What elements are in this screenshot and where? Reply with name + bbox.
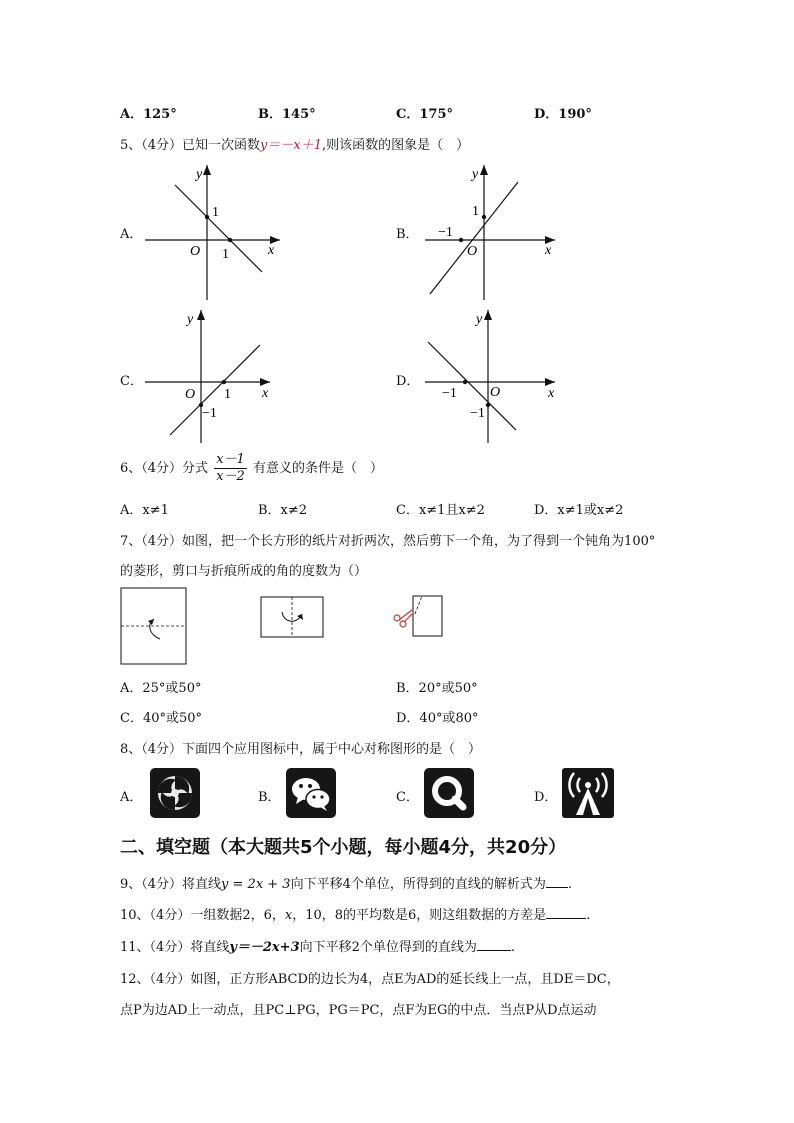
graph-a-y-label: y xyxy=(196,167,203,182)
graph-d-origin: O xyxy=(490,385,501,400)
graph-b xyxy=(420,160,570,305)
graph-b-x-intercept: −1 xyxy=(438,225,453,240)
q12-stem-line1: 12、（4分）如图，正方形ABCD的边长为4，点E为AD的延长线上一点，且DE＝DC， xyxy=(120,972,620,987)
graph-d-x-intercept: −1 xyxy=(442,386,457,401)
graph-c-x-label: x xyxy=(262,386,269,401)
q9-stem: 9、（4分）将直线y = 2x + 3向下平移4个单位，所得到的直线的解析式为 . xyxy=(120,877,573,892)
q6-option-a: A．x≠1 xyxy=(120,503,169,518)
q11-formula: y＝－2x+3 xyxy=(229,940,300,955)
q6-stem: 6、（4分）分式 $\frac{x-1}{x-2}$ 有意义的条件是（ ） xyxy=(120,452,383,484)
q4-option-a: A．125° xyxy=(120,107,177,122)
graph-a-y-intercept: 1 xyxy=(212,205,219,220)
q7-stem-line1: 7、（4分）如图，把一个长方形的纸片对折两次，然后剪下一个角，为了得到一个钝角为100° xyxy=(120,534,656,549)
q4-option-b: B．145° xyxy=(258,107,316,122)
search-app-icon xyxy=(424,768,474,818)
q9-formula: y = 2x + 3 xyxy=(221,877,291,892)
q4-option-c: C．175° xyxy=(396,107,453,122)
q8-label-a: A． xyxy=(120,790,143,805)
q5-label-a: A． xyxy=(120,227,143,242)
q10-answer-blank[interactable] xyxy=(546,906,586,919)
fold-figure-3 xyxy=(392,592,446,640)
scissors-icon xyxy=(394,610,412,627)
q8-label-d: D． xyxy=(534,790,558,805)
graph-d-y-label: y xyxy=(476,312,483,327)
q11-stem: 11、（4分）将直线y＝－2x+3向下平移2个单位得到的直线为 . xyxy=(120,940,516,955)
swirl-app-icon xyxy=(150,768,200,818)
fold-figure-1 xyxy=(120,587,190,667)
q7-option-a: A．25°或50° xyxy=(120,681,202,696)
q6-option-b: B．x≠2 xyxy=(258,503,308,518)
graph-c-y-intercept: −1 xyxy=(202,406,217,421)
q11-answer-blank[interactable] xyxy=(477,938,511,951)
graph-d-y-intercept: −1 xyxy=(470,406,485,421)
section2-title: 二、填空题（本大题共5个小题，每小题4分，共20分） xyxy=(120,837,567,858)
q7-stem-line2: 的菱形，剪口与折痕所成的角的度数为（） xyxy=(120,564,368,579)
graph-a-x-label: x xyxy=(268,243,275,258)
q8-stem: 8、（4分）下面四个应用图标中，属于中心对称图形的是（ ） xyxy=(120,742,482,757)
q6-fraction: $\frac{x-1}{x-2}$ xyxy=(216,452,245,484)
graph-d xyxy=(420,305,570,450)
q12-stem-line2: 点P为边AD上一动点，且PC⊥PG，PG＝PC，点F为EG的中点．当点P从D点运动 xyxy=(120,1003,597,1018)
q5-label-d: D． xyxy=(396,374,420,389)
q6-option-d: D．x≠1或x≠2 xyxy=(534,503,624,518)
q5-label-c: C． xyxy=(120,374,143,389)
graph-b-origin: O xyxy=(467,244,478,259)
q7-option-c: C．40°或50° xyxy=(120,711,203,726)
graph-b-x-label: x xyxy=(545,243,552,258)
graph-c-x-intercept: 1 xyxy=(224,387,231,402)
graph-d-x-label: x xyxy=(548,386,555,401)
q7-option-b: B．20°或50° xyxy=(396,681,478,696)
q10-stem: 10、（4分）一组数据2，6，x，10，8的平均数是6，则这组数据的方差是 . xyxy=(120,908,591,923)
q9-answer-blank[interactable] xyxy=(546,875,568,888)
graph-c-origin: O xyxy=(185,387,196,402)
graph-a-origin: O xyxy=(190,244,201,259)
q4-option-d: D．190° xyxy=(534,107,592,122)
fold-figure-2 xyxy=(260,596,326,640)
q5-stem: 5、（4分）已知一次函数y＝－x＋1,则该函数的图象是（ ） xyxy=(120,138,470,153)
graph-c-y-label: y xyxy=(187,312,194,327)
q5-label-b: B． xyxy=(396,227,419,242)
signal-tower-icon xyxy=(562,768,614,818)
graph-a-x-intercept: 1 xyxy=(222,247,229,262)
q10-variable: x xyxy=(284,908,293,923)
graph-c xyxy=(140,305,290,450)
graph-b-y-intercept: 1 xyxy=(472,204,479,219)
graph-b-y-label: y xyxy=(472,167,479,182)
q5-formula: y＝－x＋1 xyxy=(260,138,322,153)
wechat-icon xyxy=(286,768,336,818)
q7-option-d: D．40°或80° xyxy=(396,711,479,726)
q8-label-c: C． xyxy=(396,790,419,805)
q8-label-b: B． xyxy=(258,790,281,805)
q6-option-c: C．x≠1且x≠2 xyxy=(396,503,485,518)
graph-a xyxy=(140,160,290,305)
